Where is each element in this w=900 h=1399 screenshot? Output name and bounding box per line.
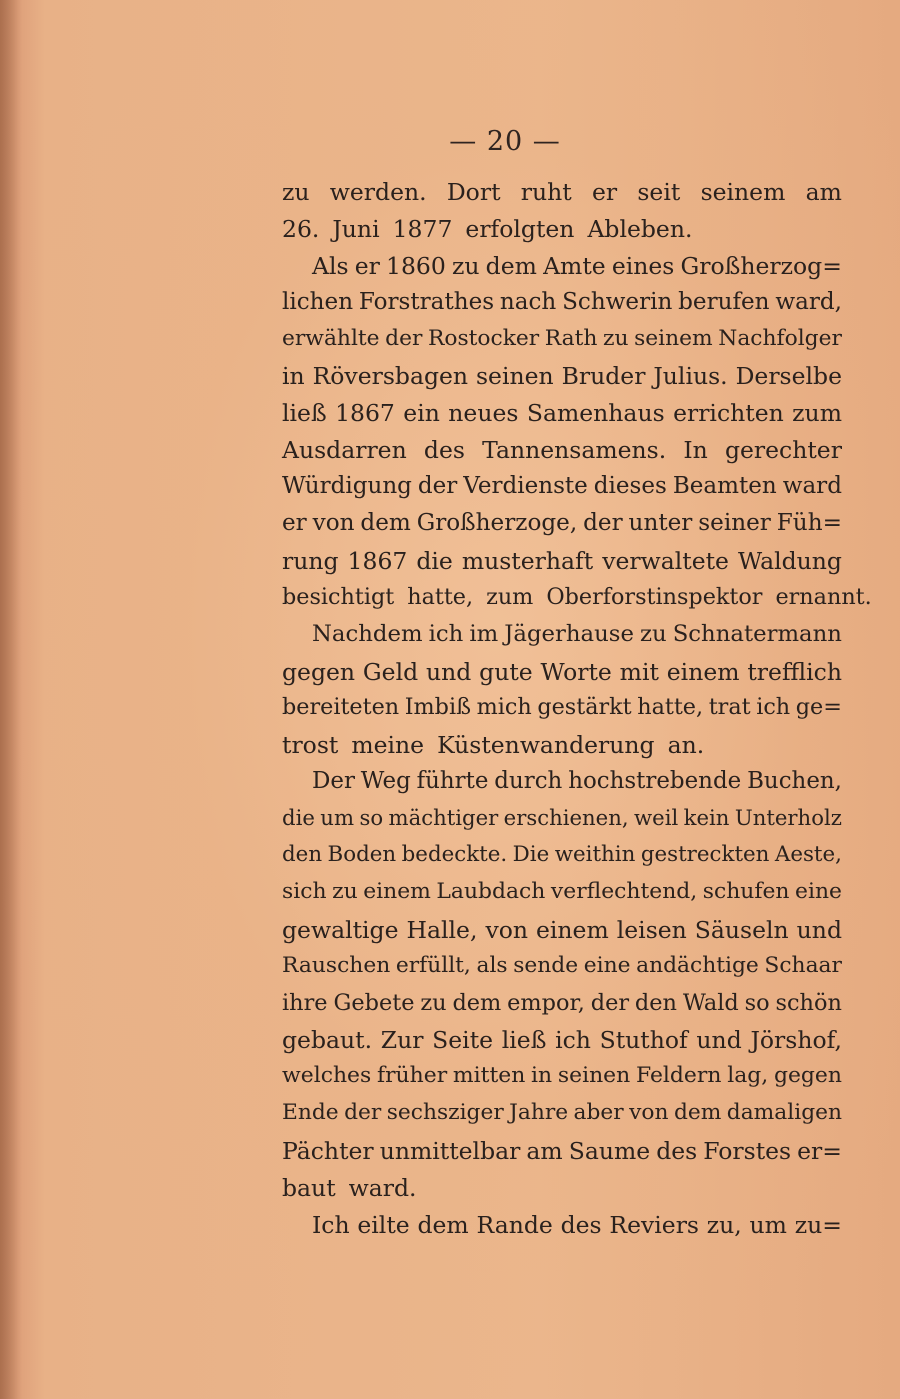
- text-line: Ende der sechsziger Jahre aber von dem damaligen: [282, 1100, 842, 1126]
- page-number: — 20 —: [449, 126, 561, 157]
- text-line: gebaut. Zur Seite ließ ich Stuthof und Jörshof,: [282, 1026, 842, 1055]
- text-line: sich zu einem Laubdach verflechtend, schufen eine: [282, 878, 842, 904]
- text-line: gegen Geld und gute Worte mit einem trefflich: [282, 657, 842, 686]
- text-line: ihre Gebete zu dem empor, der den Wald so schön: [282, 989, 842, 1016]
- text-line: erwählte der Rostocker Rath zu seinem Nachfolger: [282, 325, 842, 351]
- text-line: gewaltige Halle, von einem leisen Säuseln und: [282, 915, 842, 944]
- text-line: ließ 1867 ein neues Samenhaus errichten zum: [282, 399, 842, 428]
- text-line: trost meine Küstenwanderung an.: [282, 731, 705, 760]
- text-line: welches früher mitten in seinen Feldern lag, gegen: [282, 1063, 842, 1089]
- text-line: lichen Forstrathes nach Schwerin berufen ward,: [282, 288, 842, 315]
- text-line: Würdigung der Verdienste dieses Beamten ward: [282, 473, 842, 500]
- text-line: Pächter unmittelbar am Saume des Forstes er=: [282, 1137, 842, 1166]
- text-line: in Röversbagen seinen Bruder Julius. Derselbe: [282, 362, 842, 391]
- text-line: rung 1867 die musterhaft verwaltete Waldung: [282, 546, 842, 575]
- text-line: zu werden. Dort ruht er seit seinem am: [282, 178, 842, 206]
- page-gutter-shadow: [0, 0, 22, 1399]
- text-line: bereiteten Imbiß mich gestärkt hatte, trat ich ge=: [282, 694, 842, 721]
- text-line: Nachdem ich im Jägerhause zu Schnatermann: [312, 620, 842, 647]
- text-line: Ausdarren des Tannensamens. In gerechter: [282, 436, 842, 465]
- body-text: [282, 178, 872, 1248]
- text-line: Der Weg führte durch hochstrebende Buchen,: [312, 768, 842, 795]
- text-line: Ich eilte dem Rande des Reviers zu, um zu=: [312, 1210, 842, 1239]
- text-line: er von dem Großherzoge, der unter seiner Füh=: [282, 510, 842, 537]
- text-line: die um so mächtiger erschienen, weil kein Unterholz: [282, 805, 842, 831]
- text-line: Rauschen erfüllt, als sende eine andächtige Schaar: [282, 952, 842, 978]
- text-line: besichtigt hatte, zum Oberforstinspektor ernannt.: [282, 583, 872, 610]
- text-line: baut ward.: [282, 1174, 417, 1203]
- text-line: den Boden bedeckte. Die weithin gestreckten Aeste,: [282, 842, 842, 868]
- text-line: Als er 1860 zu dem Amte eines Großherzog=: [312, 251, 842, 280]
- text-line: 26. Juni 1877 erfolgten Ableben.: [282, 214, 693, 243]
